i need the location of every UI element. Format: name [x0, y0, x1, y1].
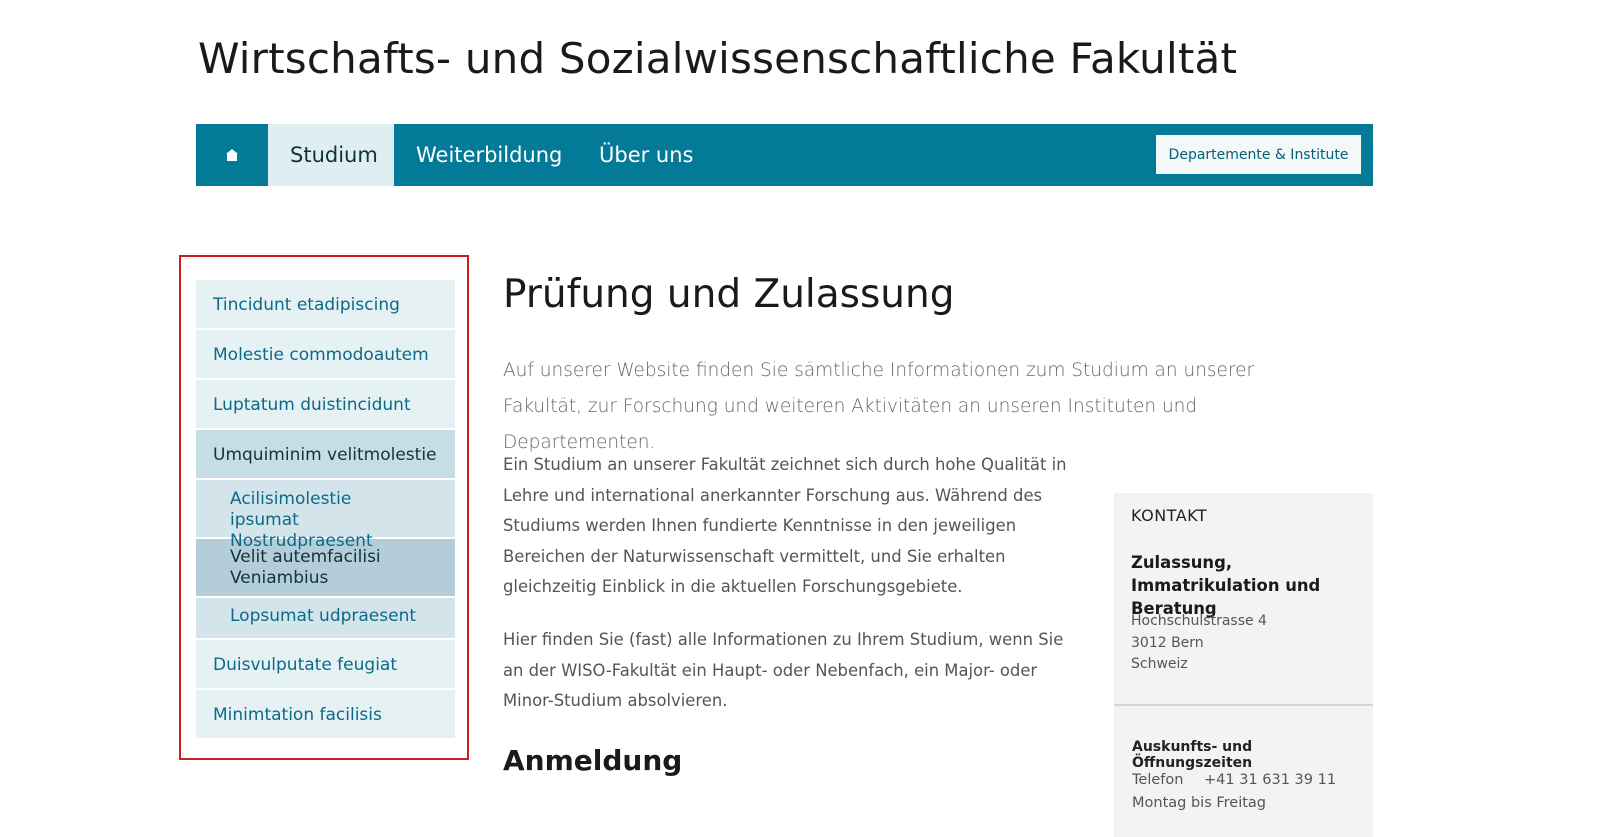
contact-address-country: Schweiz	[1131, 656, 1188, 672]
opening-days: Montag bis Freitag	[1132, 795, 1267, 811]
home-button[interactable]	[196, 124, 268, 186]
lead-paragraph: Auf unserer Website finden Sie sämtliche Informationen zum Studium an unserer Fakultät, zur Forschung und weiteren Aktivitäten an unseren Instituten und Departementen.	[503, 360, 1255, 453]
phone-label: Telefon	[1132, 772, 1184, 788]
contact-address-city: 3012 Bern	[1131, 635, 1204, 651]
tab-studium[interactable]: Studium	[268, 124, 394, 186]
sidebar-navigation	[196, 280, 455, 740]
sidebar-item-minimtation[interactable]: Minimtation facilisis	[196, 690, 455, 738]
tab-weiterbildung[interactable]: Weiterbildung	[416, 143, 563, 167]
contact-box	[1114, 493, 1373, 837]
hours-title: Auskunfts- und Öffnungszeiten	[1132, 739, 1253, 771]
contact-label: KONTAKT	[1131, 506, 1208, 525]
sidebar-item-luptatum[interactable]: Luptatum duistincidunt	[196, 380, 455, 428]
divider	[1114, 704, 1373, 706]
sidebar-subitem-acilisimolestie[interactable]	[196, 480, 455, 551]
sidebar-subitem-label: Nostrudpraesent	[230, 531, 373, 551]
sidebar-subitem-velit[interactable]	[196, 539, 455, 596]
phone-number[interactable]: +41 31 631 39 11	[1204, 772, 1337, 788]
page-title: Prüfung und Zulassung	[503, 272, 955, 317]
sidebar-item-umquiminim[interactable]: Umquiminim velitmolestie	[196, 430, 455, 478]
sidebar-item-duisvulputate[interactable]: Duisvulputate feugiat	[196, 640, 455, 688]
contact-organization: Zulassung, Immatrikulation und Beratung	[1131, 553, 1321, 618]
body-paragraph: Ein Studium an unserer Fakultät zeichnet sich durch hohe Qualität in Lehre und international anerkannter Forschung aus. Während des Studiums werden Ihnen fundierte Kenntnisse in den jeweiligen Bereichen der Naturwissenschaft vermittelt, und Sie erhalten gleichzeitig Einblick in die aktuellen Forschungsgebiete.	[503, 455, 1067, 596]
contact-address-street: Hochschulstrasse 4	[1131, 613, 1267, 629]
sidebar-subitem-lopsumat[interactable]	[196, 598, 455, 638]
sidebar-subitem-label: Acilisimolestie ipsumat	[230, 489, 352, 530]
home-icon	[226, 148, 238, 162]
departemente-institute-button[interactable]: Departemente & Institute	[1156, 135, 1361, 174]
main-navigation	[196, 124, 1373, 186]
body-paragraph: Hier finden Sie (fast) alle Informationen zu Ihrem Studium, wenn Sie an der WISO-Fakultät ein Haupt- oder Nebenfach, ein Major- oder Minor-Studium absolvieren.	[503, 630, 1064, 710]
sidebar-subitem-label: Veniambius	[230, 568, 329, 588]
sidebar-subitem-label: Velit autemfacilisi	[230, 547, 381, 567]
faculty-title: Wirtschafts- und Sozialwissenschaftliche Fakultät	[198, 34, 1238, 83]
sidebar-item-tincidunt[interactable]: Tincidunt etadipiscing	[196, 280, 455, 328]
sidebar-item-molestie[interactable]: Molestie commodoautem	[196, 330, 455, 378]
section-heading: Anmeldung	[503, 744, 683, 777]
sidebar-subitem-label: Lopsumat udpraesent	[230, 606, 417, 626]
tab-ueber-uns[interactable]: Über uns	[599, 143, 694, 167]
